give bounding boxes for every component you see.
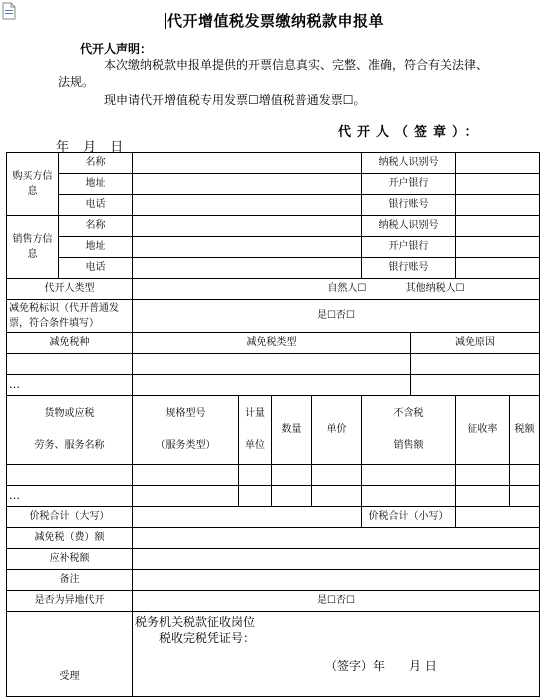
- tax-payable-field[interactable]: [133, 549, 540, 570]
- seller-bank-field[interactable]: [456, 237, 540, 258]
- total-upper-label: 价税合计（大写）: [7, 507, 133, 528]
- seller-address-field[interactable]: [133, 237, 362, 258]
- reduction-tax-type-cell[interactable]: [7, 354, 133, 375]
- spec-cell[interactable]: [133, 465, 239, 486]
- quantity-cell[interactable]: [272, 486, 312, 507]
- buyer-tin-field[interactable]: [456, 153, 540, 174]
- goods-name-header-line-1: 货物或应税: [44, 408, 95, 419]
- spec-header-line-1: 规格型号: [165, 408, 206, 419]
- goods-name-header: [7, 396, 133, 465]
- seller-tin-field[interactable]: [456, 216, 540, 237]
- nonlocal-label: 是否为异地代开: [7, 591, 133, 612]
- seller-name-field[interactable]: [133, 216, 362, 237]
- unit-price-cell[interactable]: [312, 486, 362, 507]
- unit-cell[interactable]: [239, 465, 272, 486]
- sales-amount-cell[interactable]: [362, 465, 456, 486]
- buyer-name-field[interactable]: [133, 153, 362, 174]
- buyer-group-label: 购买方信息: [7, 153, 59, 216]
- seller-bank-label: 开户银行: [362, 237, 456, 258]
- reduction-reason-cell[interactable]: [411, 354, 540, 375]
- reduction-flag-checkbox[interactable]: 是☐否☐: [133, 300, 540, 333]
- unit-header: [239, 396, 272, 465]
- text-cursor: [165, 13, 166, 29]
- applicant-type-options[interactable]: [133, 279, 540, 300]
- spec-header: [133, 396, 239, 465]
- buyer-phone-label: 电话: [59, 195, 133, 216]
- total-upper-field[interactable]: [133, 507, 362, 528]
- receive-label: 受理: [7, 612, 133, 697]
- declaration-line-1: 本次缴纳税款申报单提供的开票信息真实、完整、准确，符合有关法律、: [104, 58, 489, 72]
- seller-phone-label: 电话: [59, 258, 133, 279]
- seller-account-field[interactable]: [456, 258, 540, 279]
- sales-amount-header: [362, 396, 456, 465]
- sales-amount-header-line-1: 不含税: [393, 408, 424, 419]
- quantity-header: 数量: [272, 396, 312, 465]
- signature-date: 年 月 日: [56, 140, 124, 155]
- seller-name-label: 名称: [59, 216, 133, 237]
- remarks-field[interactable]: [133, 570, 540, 591]
- seller-address-label: 地址: [59, 237, 133, 258]
- sales-amount-cell[interactable]: [362, 486, 456, 507]
- tax-amount-header: 税额: [510, 396, 540, 465]
- reduction-more-rows: …: [7, 375, 133, 396]
- reduction-category-cell[interactable]: [133, 375, 411, 396]
- total-lower-field[interactable]: [456, 507, 540, 528]
- signature-label: 代开人（签章）：: [338, 125, 484, 140]
- tax-payable-label: 应补税额: [7, 549, 133, 570]
- total-lower-label: 价税合计（小写）: [362, 507, 456, 528]
- quantity-cell[interactable]: [272, 465, 312, 486]
- goods-more-rows: …: [7, 486, 133, 507]
- seller-group-label: 销售方信息: [7, 216, 59, 279]
- reduction-reason-header: 减免原因: [411, 333, 540, 354]
- remarks-label: 备注: [7, 570, 133, 591]
- tax-amount-cell[interactable]: [510, 486, 540, 507]
- unit-price-cell[interactable]: [312, 465, 362, 486]
- receive-line-2: 税收完税凭证号：: [159, 631, 256, 645]
- buyer-account-label: 银行账号: [362, 195, 456, 216]
- unit-price-header: 单价: [312, 396, 362, 465]
- unit-cell[interactable]: [239, 486, 272, 507]
- seller-tin-label: 纳税人识别号: [362, 216, 456, 237]
- sales-amount-header-line-2: 销售额: [393, 440, 424, 451]
- unit-header-line-1: 计量: [245, 408, 265, 419]
- declaration-line-2: 法规。: [58, 75, 95, 89]
- reduction-category-header: 减免税类型: [133, 333, 411, 354]
- spec-header-line-2: （服务类型）: [155, 440, 216, 451]
- reduction-amount-field[interactable]: [133, 528, 540, 549]
- buyer-phone-field[interactable]: [133, 195, 362, 216]
- goods-name-header-line-2: 劳务、服务名称: [34, 440, 105, 451]
- declaration-heading: 代开人声明：: [80, 42, 153, 56]
- declaration-form-table: [6, 152, 540, 697]
- levy-rate-header: 征收率: [456, 396, 510, 465]
- buyer-tin-label: 纳税人识别号: [362, 153, 456, 174]
- unit-header-line-2: 单位: [245, 440, 265, 451]
- other-taxpayer-checkbox[interactable]: 其他纳税人☐: [405, 283, 465, 294]
- spec-cell[interactable]: [133, 486, 239, 507]
- reduction-category-cell[interactable]: [133, 354, 411, 375]
- nonlocal-checkbox[interactable]: 是☐否☐: [133, 591, 540, 612]
- applicant-type-label: 代开人类型: [7, 279, 133, 300]
- page-title: 代开增值税发票缴纳税款申报单: [166, 12, 384, 30]
- buyer-address-field[interactable]: [133, 174, 362, 195]
- buyer-account-field[interactable]: [456, 195, 540, 216]
- reduction-flag-label: 减免税标识（代开普通发票，符合条件填写）: [7, 300, 133, 333]
- seller-account-label: 银行账号: [362, 258, 456, 279]
- buyer-bank-field[interactable]: [456, 174, 540, 195]
- buyer-name-label: 名称: [59, 153, 133, 174]
- receive-line-1: 税务机关税款征收岗位: [135, 615, 256, 629]
- goods-name-cell[interactable]: [7, 465, 133, 486]
- natural-person-checkbox[interactable]: 自然人☐: [327, 283, 367, 294]
- tax-amount-cell[interactable]: [510, 465, 540, 486]
- seller-phone-field[interactable]: [133, 258, 362, 279]
- buyer-bank-label: 开户银行: [362, 174, 456, 195]
- buyer-address-label: 地址: [59, 174, 133, 195]
- receive-sign: （签字）年 月 日: [325, 659, 437, 673]
- levy-rate-cell[interactable]: [456, 486, 510, 507]
- reduction-amount-label: 减免税（费）额: [7, 528, 133, 549]
- receive-box[interactable]: [133, 612, 540, 697]
- reduction-reason-cell[interactable]: [411, 375, 540, 396]
- levy-rate-cell[interactable]: [456, 465, 510, 486]
- reduction-tax-type-header: 减免税种: [7, 333, 133, 354]
- declaration-line-3: 现申请代开增值税专用发票☐增值税普通发票☐。: [104, 93, 366, 107]
